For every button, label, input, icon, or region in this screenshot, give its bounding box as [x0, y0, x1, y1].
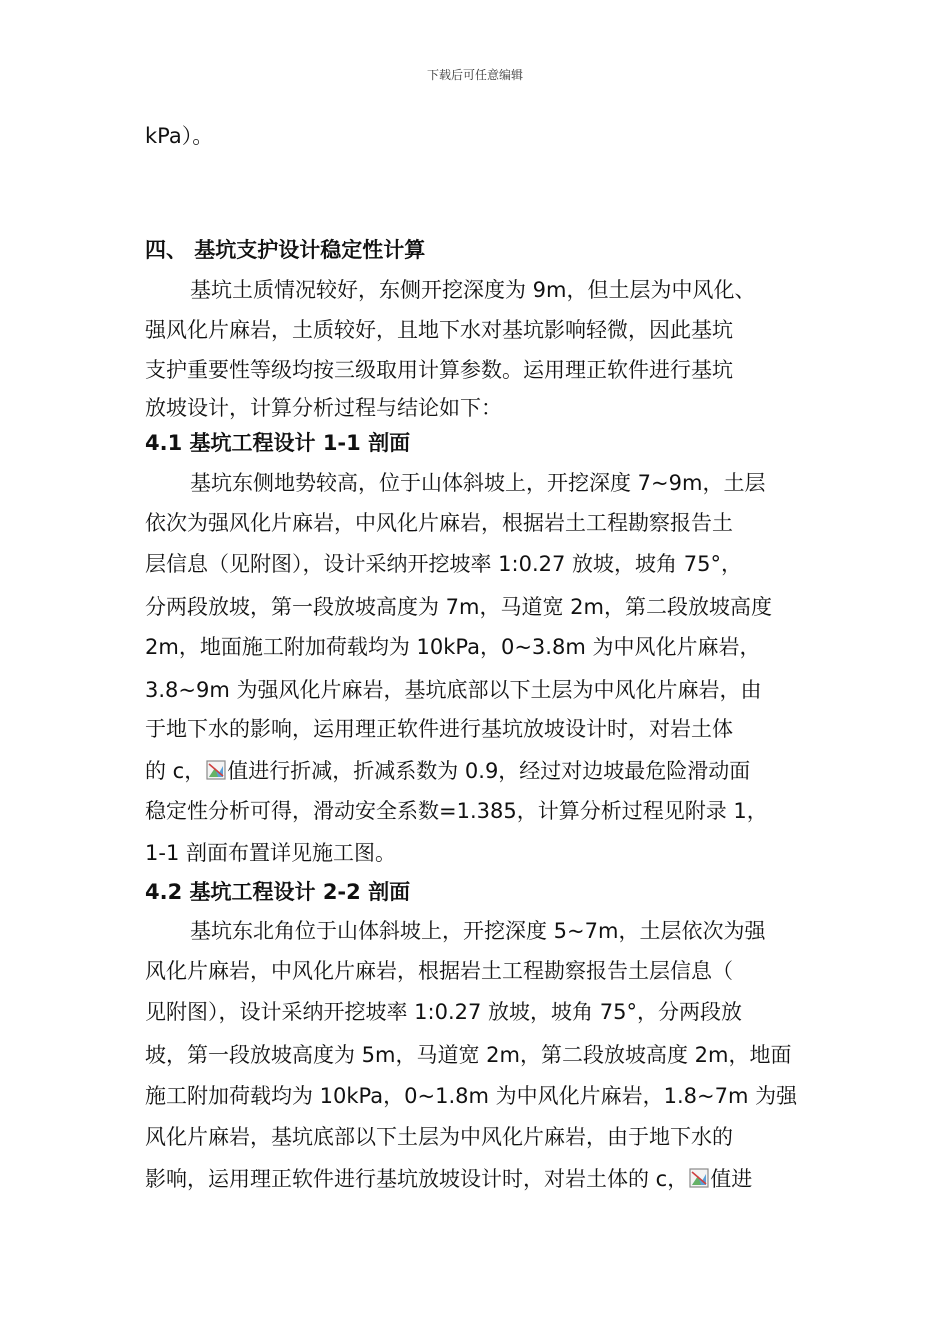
paragraph-line: 放坡设计，计算分析过程与结论如下：	[145, 396, 502, 420]
paragraph-line: 见附图），设计采纳开挖坡率 1:0.27 放坡，坡角 75°，分两段放	[145, 1000, 742, 1024]
paragraph-line: 施工附加荷载均为 10kPa，0~1.8m 为中风化片麻岩，1.8~7m 为强	[145, 1084, 798, 1108]
line-text: 的 c，	[145, 759, 206, 783]
subsection-heading: 4.1 基坑工程设计 1-1 剖面	[145, 431, 411, 455]
paragraph-line: 3.8~9m 为强风化片麻岩，基坑底部以下土层为中风化片麻岩，由	[145, 678, 762, 702]
paragraph-line: 强风化片麻岩，土质较好，且地下水对基坑影响轻微，因此基坑	[145, 318, 733, 342]
paragraph-line: 依次为强风化片麻岩，中风化片麻岩，根据岩土工程勘察报告土	[145, 511, 733, 535]
page-header: 下载后可任意编辑	[426, 68, 523, 82]
line-text: 值进	[710, 1167, 753, 1191]
paragraph-line: 2m，地面施工附加荷载均为 10kPa，0~3.8m 为中风化片麻岩，	[145, 635, 761, 659]
paragraph-line: 于地下水的影响，运用理正软件进行基坑放坡设计时，对岩土体	[145, 717, 733, 741]
subsection-heading: 4.2 基坑工程设计 2-2 剖面	[145, 880, 411, 904]
paragraph-line: 分两段放坡，第一段放坡高度为 7m，马道宽 2m，第二段放坡高度	[145, 595, 772, 619]
paragraph-line: 风化片麻岩，基坑底部以下土层为中风化片麻岩，由于地下水的	[145, 1125, 733, 1149]
broken-image-icon	[689, 1167, 709, 1195]
paragraph-line: kPa）。	[145, 124, 214, 148]
paragraph-line: 风化片麻岩，中风化片麻岩，根据岩土工程勘察报告土层信息（	[145, 959, 733, 983]
paragraph-line: 支护重要性等级均按三级取用计算参数。运用理正软件进行基坑	[145, 358, 733, 382]
paragraph-line: 基坑土质情况较好，东侧开挖深度为 9m，但土层为中风化、	[190, 278, 756, 302]
paragraph-line: 坡，第一段放坡高度为 5m，马道宽 2m，第二段放坡高度 2m，地面	[145, 1043, 792, 1067]
paragraph-line	[145, 757, 750, 787]
section-heading: 四、 基坑支护设计稳定性计算	[145, 238, 426, 262]
paragraph-line: 基坑东北角位于山体斜坡上，开挖深度 5~7m，土层依次为强	[190, 919, 766, 943]
broken-image-icon	[206, 759, 226, 787]
line-text: 影响，运用理正软件进行基坑放坡设计时，对岩土体的 c，	[145, 1167, 689, 1191]
paragraph-line: 1-1 剖面布置详见施工图。	[145, 841, 396, 865]
paragraph-line: 稳定性分析可得，滑动安全系数=1.385，计算分析过程见附录 1，	[145, 799, 768, 823]
paragraph-line: 基坑东侧地势较高，位于山体斜坡上，开挖深度 7~9m，土层	[190, 471, 766, 495]
line-text: 值进行折减，折减系数为 0.9，经过对边坡最危险滑动面	[227, 759, 751, 783]
paragraph-line	[145, 1165, 752, 1195]
paragraph-line: 层信息（见附图），设计采纳开挖坡率 1:0.27 放坡，坡角 75°，	[145, 552, 742, 576]
